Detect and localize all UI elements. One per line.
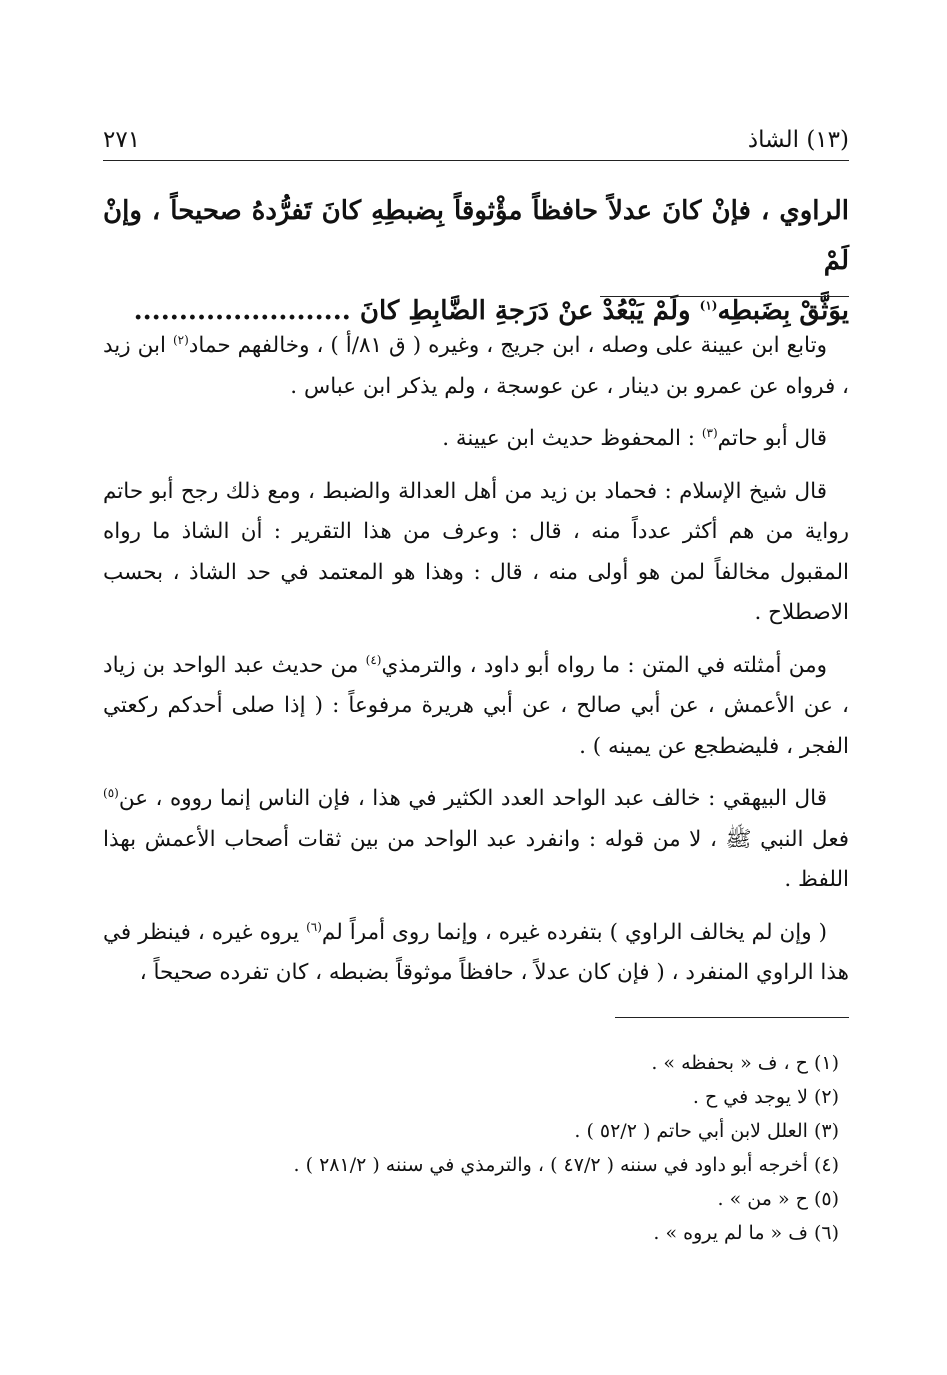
footnote-marker: (٦) — [306, 919, 322, 934]
footnote-marker: (٤) — [365, 652, 382, 667]
paragraph — [103, 419, 849, 460]
footnote: (١) ح ، ف « بحفظه » . — [651, 1052, 839, 1074]
matn-text-part: يوَثَّقْ بِضَبطِه — [717, 296, 849, 326]
chapter-title: (١٣) الشاذ — [747, 127, 849, 153]
commentary-body — [103, 326, 849, 1006]
page-number: ٢٧١ — [103, 127, 141, 153]
matn-divider — [600, 296, 849, 297]
footnote: (٢) لا يوجد في ح . — [692, 1086, 839, 1108]
paragraph-text: ( وإن لم يخالف الراوي ) بتفرده غيره ، وإنما روى أمراً لم — [321, 919, 828, 945]
paragraph-text: قال البيهقي : خالف عبد الواحد العدد الكثير في هذا ، فإن الناس إنما رووه ، عن — [118, 786, 827, 811]
paragraph-text: وتابع ابن عيينة على وصله ، ابن جريج ، وغيره ( ق ٨١/أ ) ، وخالفهم حماد — [188, 333, 827, 358]
paragraph-text: : المحفوظ حديث ابن عيينة . — [442, 426, 702, 451]
footnote: (٥) ح « من » . — [717, 1188, 839, 1210]
footnote-divider — [615, 1017, 849, 1018]
footnote-marker: (١) — [699, 298, 718, 313]
continuation-dots: ........................ — [133, 296, 351, 326]
paragraph — [103, 646, 849, 768]
footnote: (٤) أخرجه أبو داود في سننه ( ٤٧/٢ ) ، والترمذي في سننه ( ٢٨١/٢ ) . — [293, 1154, 839, 1176]
paragraph-text: ابن زيد ، فرواه عن عمرو بن دينار ، عن عوسجة ، ولم يذكر ابن عباس . — [103, 333, 849, 399]
footnote-marker: (٢) — [172, 332, 189, 347]
paragraph: قال شيخ الإسلام : فحماد بن زيد من أهل العدالة والضبط ، ومع ذلك رجح أبو حاتم رواية من هم أكثر عدداً منه ، قال : وعرف من هذا التقرير : أن الشاذ ما رواه المقبول مخالفاً لمن هو أولى منه ، قال : وهذا هو المعتمد في حد الشاذ ، بحسب الاصطلاح . — [103, 478, 849, 625]
paragraph-text: يروه غيره ، فينظر في هذا الراوي المنفرد ، ( فإن كان عدلاً ، حافظاً موثوقاً بضبطه ، كان تفرده صحيحاً ، — [103, 919, 849, 985]
matn-text-part: ولَمْ يَبْعُدْ عنْ دَرَجةِ الضَّابِطِ كانَ — [350, 296, 700, 326]
footnote-marker: (٥) — [103, 785, 119, 800]
paragraph — [103, 326, 849, 407]
matn-text — [103, 186, 849, 336]
paragraph — [103, 913, 849, 994]
paragraph — [103, 779, 849, 901]
paragraph-text: فعل النبي ﷺ ، لا من قوله : وانفرد عبد الواحد من بين ثقات أصحاب الأعمش بهذا اللفظ . — [103, 826, 849, 892]
footnote: (٦) ف « ما لم يروه » . — [653, 1222, 839, 1244]
running-header — [103, 120, 849, 161]
footnote: (٣) العلل لابن أبي حاتم ( ٥٢/٢ ) . — [574, 1120, 839, 1142]
paragraph-text: ومن أمثلته في المتن : ما رواه أبو داود ، والترمذي — [381, 652, 827, 678]
paragraph-text: قال أبو حاتم — [717, 426, 827, 451]
paragraph-text: من حديث عبد الواحد بن زياد ، عن الأعمش ، عن أبي صالح ، عن أبي هريرة مرفوعاً : ( إذا صلى أحدكم ركعتي الفجر ، فليضطجع عن يمينه ) . — [103, 652, 849, 759]
footnote-marker: (٣) — [701, 425, 718, 440]
footnotes — [103, 1046, 849, 1250]
matn-line-1: الراوي ، فإنْ كانَ عدلاً حافظاً مؤْثوقاً بِضبطِهِ كانَ تَفرُّدهُ صحيحاً ، وإنْ لَمْ — [103, 196, 849, 276]
